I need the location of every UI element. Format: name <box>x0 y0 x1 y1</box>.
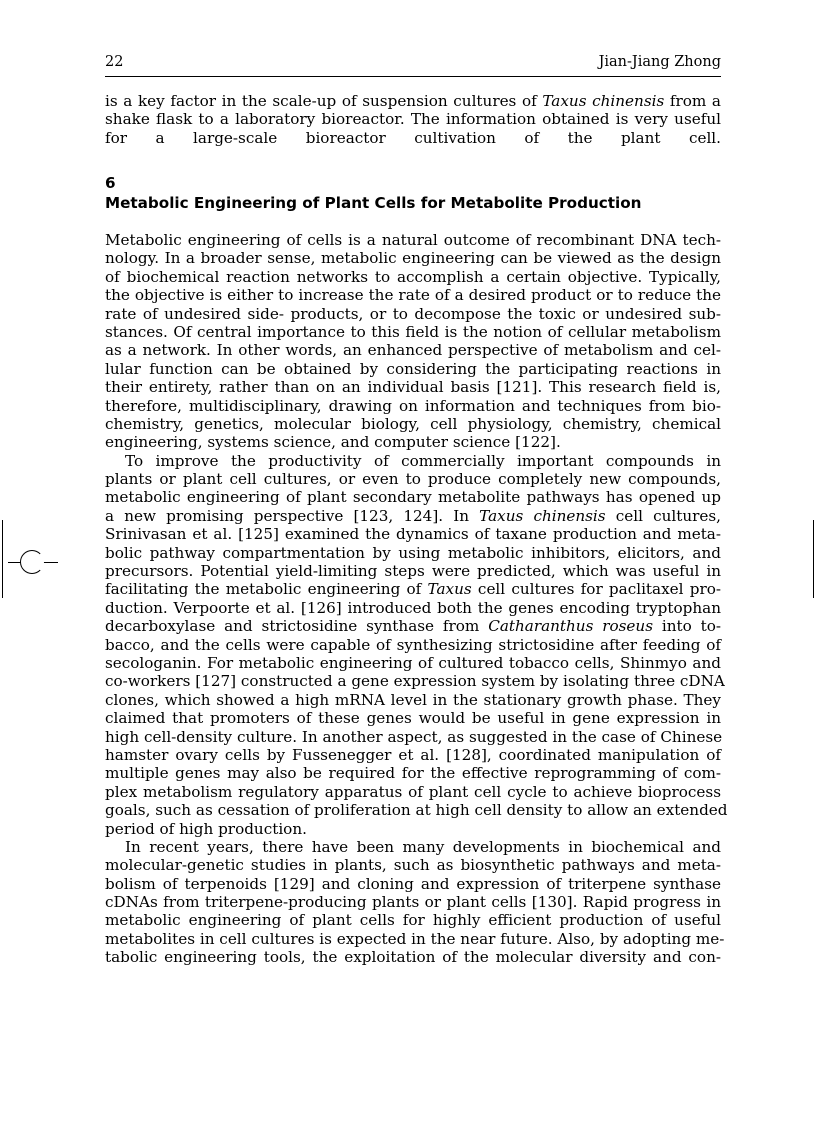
text-line: plex metabolism regulatory apparatus of plant cell cycle to achieve bioprocess <box>105 782 721 801</box>
text-line: metabolic engineering of plant secondary metabolite pathways has opened up <box>105 488 721 507</box>
text-line: therefore, multidisciplinary, drawing on information and techniques from bio- <box>105 396 721 415</box>
intro-paragraph <box>105 92 721 147</box>
page-number: 22 <box>105 54 124 70</box>
crop-mark-left <box>2 520 3 598</box>
text-line: engineering, systems science, and computer science [122]. <box>105 433 561 452</box>
section-number: 6 <box>105 174 116 192</box>
text-line: claimed that promoters of these genes would be useful in gene expression in <box>105 709 721 728</box>
text-line: stances. Of central importance to this field is the notion of cellular metabolism <box>105 322 721 341</box>
section-heading <box>105 173 721 213</box>
text-line: In recent years, there have been many developments in biochemical and <box>125 837 721 856</box>
text-line: duction. Verpoorte et al. [126] introduced both the genes encoding tryptophan <box>105 598 721 617</box>
text-line: bolism of terpenoids [129] and cloning and expression of triterpene synthase <box>105 874 721 893</box>
text-line: decarboxylase and strictosidine synthase from Catharanthus roseus into to- <box>105 617 721 636</box>
text-line: clones, which showed a high mRNA level in the stationary growth phase. They <box>105 690 721 709</box>
text-line: nology. In a broader sense, metabolic engineering can be viewed as the design <box>105 249 721 268</box>
italic-term: Taxus <box>427 580 472 599</box>
text-line: their entirety, rather than on an individual basis [121]. This research field is, <box>105 378 721 397</box>
text-line: lular function can be obtained by considering the participating reactions in <box>105 359 721 378</box>
text-line: Srinivasan et al. [125] examined the dynamics of taxane production and meta- <box>105 525 721 544</box>
text-line: To improve the productivity of commercially important compounds in <box>125 451 721 470</box>
text-line: metabolites in cell cultures is expected in the near future. Also, by adopting me- <box>105 929 725 948</box>
text-line: shake flask to a laboratory bioreactor. The information obtained is very useful <box>105 110 721 129</box>
running-author: Jian-Jiang Zhong <box>598 54 721 70</box>
text-line: Metabolic engineering of cells is a natural outcome of recombinant DNA tech- <box>105 231 721 249</box>
text-line: precursors. Potential yield-limiting steps were predicted, which was useful in <box>105 562 721 581</box>
registration-mark-circle <box>20 550 44 574</box>
text-line: bacco, and the cells were capable of synthesizing strictosidine after feeding of <box>105 635 721 654</box>
text-line: is a key factor in the scale-up of suspension cultures of Taxus chinensis from a <box>105 92 721 110</box>
text-line: of biochemical reaction networks to accomplish a certain objective. Typically, <box>105 267 721 286</box>
text-line: metabolic engineering of plant cells for highly efficient production of useful <box>105 911 721 930</box>
italic-term: Taxus chinensis <box>479 506 606 525</box>
text-line: multiple genes may also be required for the effective reprogramming of com- <box>105 764 721 783</box>
text-line: the objective is either to increase the rate of a desired product or to reduce the <box>105 286 721 305</box>
text-line: tabolic engineering tools, the exploitation of the molecular diversity and con- <box>105 948 721 967</box>
header-rule <box>105 76 721 77</box>
text-line: as a network. In other words, an enhanced perspective of metabolism and cel- <box>105 341 721 360</box>
section-title: Metabolic Engineering of Plant Cells for Metabolite Production <box>105 194 642 212</box>
text-line: cDNAs from triterpene-producing plants or plant cells [130]. Rapid progress in <box>105 893 721 912</box>
italic-term: Taxus chinensis <box>542 92 665 110</box>
text-line: goals, such as cessation of proliferation at high cell density to allow an extended <box>105 801 728 820</box>
text-line: facilitating the metabolic engineering of Taxus cell cultures for paclitaxel pro- <box>105 580 721 599</box>
text-line: plants or plant cell cultures, or even to produce completely new compounds, <box>105 470 721 489</box>
text-line: rate of undesired side- products, or to decompose the toxic or undesired sub- <box>105 304 721 323</box>
text-line: period of high production. <box>105 819 307 838</box>
text-line: high cell-density culture. In another aspect, as suggested in the case of Chinese <box>105 727 723 746</box>
text-line: chemistry, genetics, molecular biology, cell physiology, chemistry, chemical <box>105 414 721 433</box>
text-line: bolic pathway compartmentation by using metabolic inhibitors, elicitors, and <box>105 543 721 562</box>
text-line: hamster ovary cells by Fussenegger et al. [128], coordinated manipulation of <box>105 745 721 764</box>
text-line: for a large-scale bioreactor cultivation of the plant cell. <box>105 128 721 147</box>
crop-mark-right <box>813 520 814 598</box>
text-line: secologanin. For metabolic engineering of cultured tobacco cells, Shinmyo and <box>105 653 721 672</box>
running-header <box>105 54 721 74</box>
text-line: a new promising perspective [123, 124]. In Taxus chinensis cell cultures, <box>105 506 721 525</box>
text-line: co-workers [127] constructed a gene expression system by isolating three cDNA <box>105 672 725 691</box>
text-line: molecular-genetic studies in plants, such as biosynthetic pathways and meta- <box>105 856 721 875</box>
section-body <box>105 231 728 967</box>
italic-term: Catharanthus roseus <box>488 617 653 636</box>
